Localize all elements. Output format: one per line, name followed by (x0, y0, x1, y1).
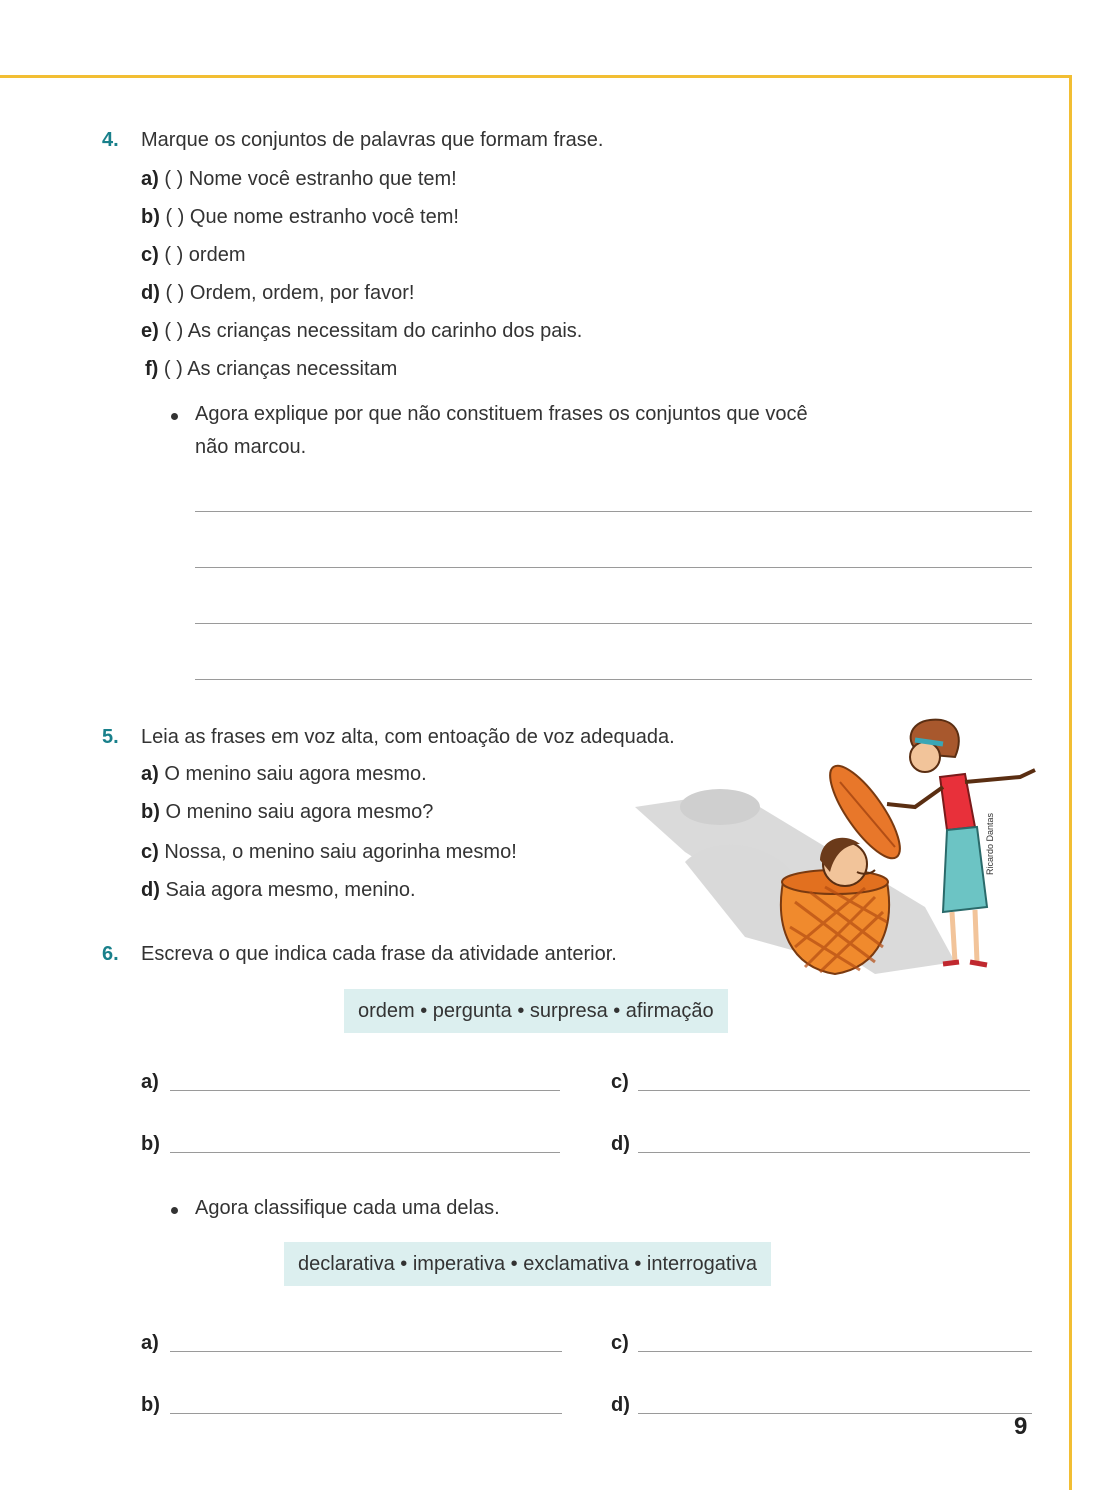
q4-option-text: ( ) As crianças necessitam (163, 358, 398, 380)
q5-item-b (141, 801, 433, 824)
answer-line[interactable] (195, 511, 1032, 512)
answer-label-a: a) (141, 1332, 159, 1354)
q4-option-text: ( ) Nome você estranho que tem! (164, 168, 457, 190)
q5-item-text: O menino saiu agora mesmo? (165, 801, 434, 823)
answer-line-d[interactable] (638, 1152, 1030, 1153)
q5-item-text: Saia agora mesmo, menino. (165, 879, 416, 901)
q5-item-d (141, 879, 416, 902)
question-5-prompt: Leia as frases em voz alta, com entoação de voz adequada. (141, 726, 675, 748)
answer-line-d[interactable] (638, 1413, 1032, 1414)
word-bank-1: ordem • pergunta • surpresa • afirmação (344, 989, 728, 1033)
question-6-number: 6. (102, 943, 119, 965)
q4-option-f[interactable] (145, 358, 397, 381)
q4-option-label: e) (141, 320, 159, 342)
q4-option-e[interactable] (141, 320, 582, 343)
q5-item-text: Nossa, o menino saiu agorinha mesmo! (164, 841, 517, 863)
answer-label-c: c) (611, 1332, 629, 1354)
answer-line[interactable] (195, 623, 1032, 624)
answer-line-b[interactable] (170, 1152, 560, 1153)
answer-line-a[interactable] (170, 1090, 560, 1091)
page-frame-top (0, 75, 1072, 78)
bullet-dot (171, 1207, 178, 1214)
q5-item-a (141, 763, 427, 786)
q4-bullet-line-1: Agora explique por que não constituem frases os conjuntos que você (195, 403, 808, 425)
q4-option-label: f) (145, 358, 159, 380)
answer-label-d: d) (611, 1394, 630, 1416)
q5-item-label: c) (141, 841, 159, 863)
answer-line-a[interactable] (170, 1351, 562, 1352)
answer-label-b: b) (141, 1133, 160, 1155)
q4-option-text: ( ) ordem (164, 244, 246, 266)
q4-option-text: ( ) As crianças necessitam do carinho dos pais. (164, 320, 583, 342)
q4-option-label: d) (141, 282, 160, 304)
q4-option-d[interactable] (141, 282, 414, 305)
q6-bullet: Agora classifique cada uma delas. (195, 1197, 500, 1219)
answer-line[interactable] (195, 679, 1032, 680)
q4-option-label: c) (141, 244, 159, 266)
question-6-prompt: Escreva o que indica cada frase da atividade anterior. (141, 943, 617, 965)
answer-label-b: b) (141, 1394, 160, 1416)
word-bank-2: declarativa • imperativa • exclamativa • interrogativa (284, 1242, 771, 1286)
page-frame-right (1069, 75, 1072, 1490)
answer-line-c[interactable] (638, 1351, 1032, 1352)
page-number: 9 (1014, 1413, 1028, 1440)
q4-option-c[interactable] (141, 244, 245, 267)
q5-item-c (141, 841, 517, 864)
q4-option-label: b) (141, 206, 160, 228)
q5-item-label: b) (141, 801, 160, 823)
q4-option-b[interactable] (141, 206, 459, 229)
q5-item-label: d) (141, 879, 160, 901)
bullet-dot (171, 413, 178, 420)
question-5-number: 5. (102, 726, 119, 748)
q5-item-label: a) (141, 763, 159, 785)
woman-and-boy-in-basket-illustration (625, 712, 1045, 982)
question-4-prompt: Marque os conjuntos de palavras que formam frase. (141, 129, 604, 151)
q4-option-a[interactable] (141, 168, 457, 191)
q4-option-text: ( ) Que nome estranho você tem! (165, 206, 459, 228)
q4-option-text: ( ) Ordem, ordem, por favor! (165, 282, 415, 304)
answer-line-b[interactable] (170, 1413, 562, 1414)
answer-label-c: c) (611, 1071, 629, 1093)
answer-line-c[interactable] (638, 1090, 1030, 1091)
q4-bullet-line-2: não marcou. (195, 436, 307, 458)
q5-item-text: O menino saiu agora mesmo. (164, 763, 427, 785)
illustration-credit: Ricardo Dantas (985, 812, 995, 875)
q4-option-label: a) (141, 168, 159, 190)
question-4-number: 4. (102, 129, 119, 151)
answer-label-d: d) (611, 1133, 630, 1155)
answer-label-a: a) (141, 1071, 159, 1093)
answer-line[interactable] (195, 567, 1032, 568)
